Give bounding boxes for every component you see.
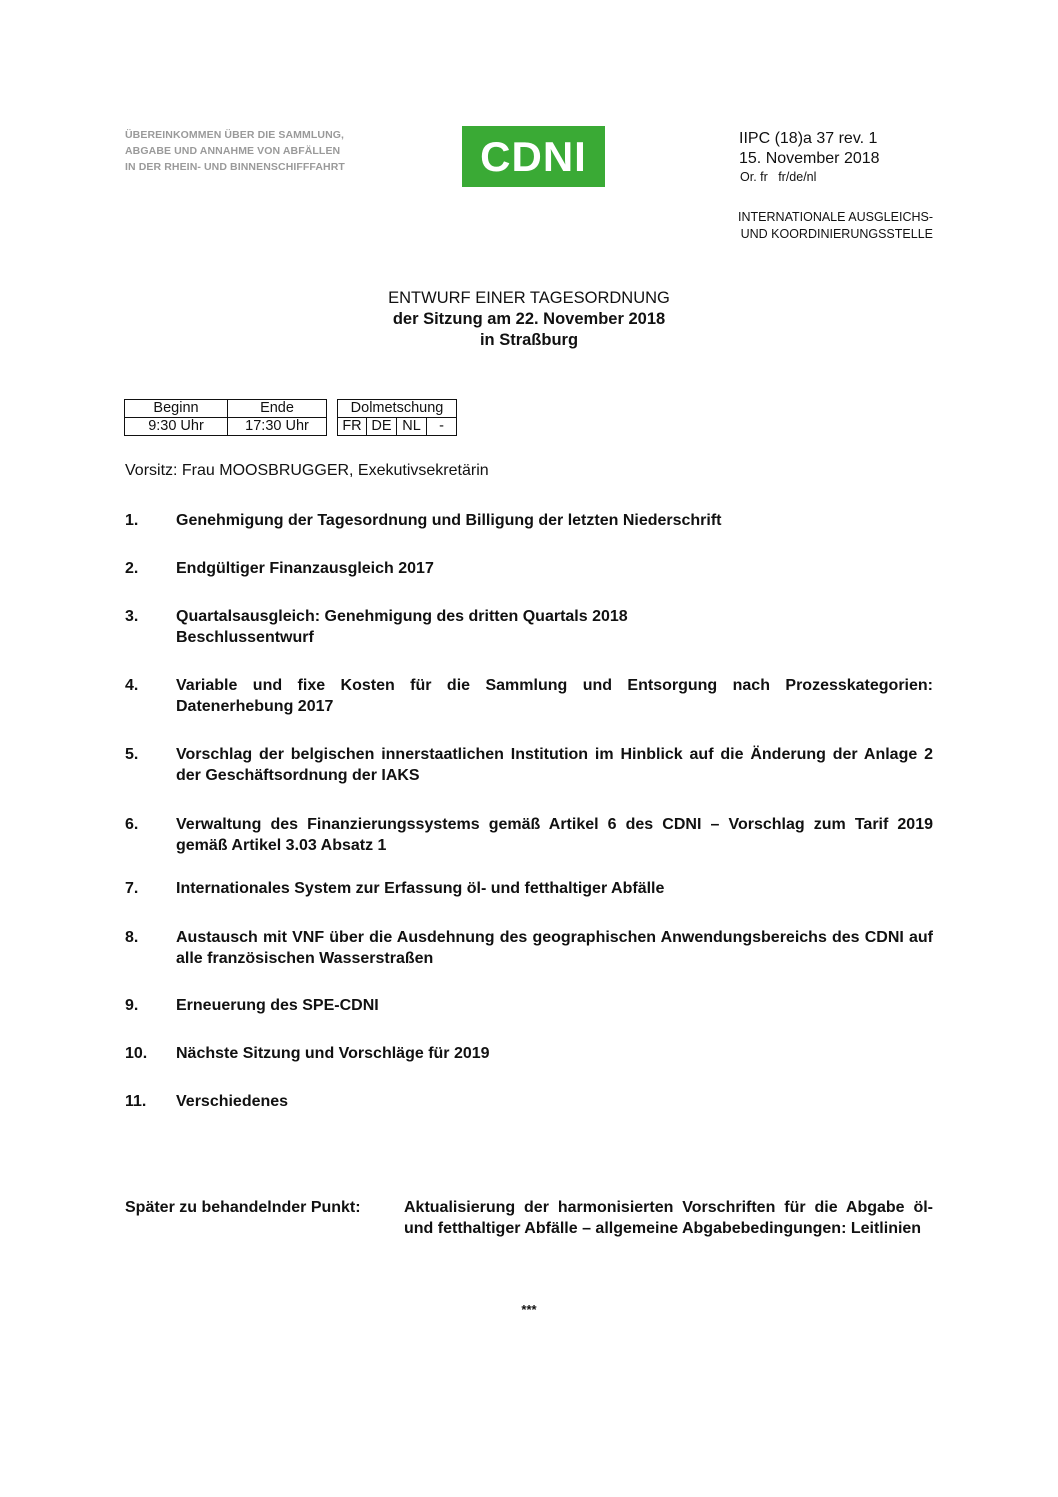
later-item <box>125 1197 933 1239</box>
agenda-number: 1. <box>125 512 139 529</box>
meeting-times-table <box>124 399 457 436</box>
lang-cell: - <box>427 418 457 436</box>
interpretation-header: Dolmetschung <box>338 400 457 418</box>
agenda-number: 5. <box>125 746 139 763</box>
begin-time: 9:30 Uhr <box>125 418 228 436</box>
org-line: UND KOORDINIERUNGSSTELLE <box>740 227 933 241</box>
agenda-item <box>125 927 933 969</box>
org-line: INTERNATIONALE AUSGLEICHS- <box>738 210 933 224</box>
document-reference-block <box>739 129 880 185</box>
agenda-item <box>125 995 933 1016</box>
chair-line: Vorsitz: Frau MOOSBRUGGER, Exekutivsekretärin <box>125 462 489 479</box>
agenda-item <box>125 558 933 579</box>
later-text: Aktualisierung der harmonisierten Vorschriften für die Abgabe öl- und fetthaltiger Abfälle – allgemeine Abgabebedingungen: Leitlinien <box>404 1199 933 1237</box>
agenda-text: Austausch mit VNF über die Ausdehnung des geographischen Anwendungsbereichs des CDNI auf alle französischen Wasserstraßen <box>176 929 933 967</box>
document-languages: Or. fr fr/de/nl <box>740 170 817 184</box>
agenda-text: Variable und fixe Kosten für die Sammlung und Entsorgung nach Prozesskategorien: Datenerhebung 2017 <box>176 677 933 715</box>
agenda-text: Endgültiger Finanzausgleich 2017 <box>176 560 434 577</box>
agenda-text: Vorschlag der belgischen innerstaatlichen Institution im Hinblick auf die Änderung der Anlage 2 der Geschäftsordnung der IAKS <box>176 746 933 784</box>
lang-cell: DE <box>367 418 397 436</box>
agenda-item <box>125 1043 933 1064</box>
document-title <box>0 288 1058 351</box>
agenda-text: Internationales System zur Erfassung öl- und fetthaltiger Abfälle <box>176 880 665 897</box>
end-time: 17:30 Uhr <box>228 418 327 436</box>
convention-name <box>125 127 395 175</box>
closing-marker: *** <box>521 1302 537 1317</box>
agenda-item <box>125 744 933 786</box>
later-label: Später zu behandelnder Punkt: <box>125 1199 361 1216</box>
agenda-item <box>125 675 933 717</box>
agenda-text: Erneuerung des SPE-CDNI <box>176 997 379 1014</box>
agenda-text: Quartalsausgleich: Genehmigung des dritten Quartals 2018 <box>176 608 628 625</box>
document-date: 15. November 2018 <box>739 150 880 167</box>
agenda-number: 3. <box>125 608 139 625</box>
lang-cell: NL <box>397 418 427 436</box>
agenda-item <box>125 814 933 856</box>
convention-line: ÜBEREINKOMMEN ÜBER DIE SAMMLUNG, <box>125 129 345 141</box>
agenda-number: 2. <box>125 560 139 577</box>
logo-text: CDNI <box>480 132 587 180</box>
agenda-number: 9. <box>125 997 139 1014</box>
agenda-text: Genehmigung der Tagesordnung und Billigung der letzten Niederschrift <box>176 512 722 529</box>
agenda-number: 11. <box>125 1093 147 1110</box>
agenda-text: Verwaltung des Finanzierungssystems gemäß Artikel 6 des CDNI – Vorschlag zum Tarif 2019 gemäß Artikel 3.03 Absatz 1 <box>176 816 933 854</box>
cdni-logo <box>462 126 605 187</box>
agenda-number: 8. <box>125 929 139 946</box>
agenda-number: 7. <box>125 880 139 897</box>
agenda-text: Verschiedenes <box>176 1093 289 1110</box>
end-header: Ende <box>228 400 327 418</box>
title-line: in Straßburg <box>479 331 579 349</box>
agenda-item <box>125 510 933 531</box>
title-line: der Sitzung am 22. November 2018 <box>392 310 666 328</box>
document-reference: IIPC (18)a 37 rev. 1 <box>739 130 878 147</box>
agenda-text: Nächste Sitzung und Vorschläge für 2019 <box>176 1045 490 1062</box>
organization-name <box>738 209 933 243</box>
title-line: ENTWURF EINER TAGESORDNUNG <box>388 289 670 307</box>
agenda-number: 6. <box>125 816 139 833</box>
agenda-number: 10. <box>125 1045 148 1062</box>
agenda-number: 4. <box>125 677 139 694</box>
agenda-item <box>125 878 933 899</box>
convention-line: ABGABE UND ANNAHME VON ABFÄLLEN <box>125 145 341 157</box>
agenda-subtext: Beschlussentwurf <box>176 629 314 646</box>
lang-cell: FR <box>338 418 367 436</box>
agenda-item <box>125 1091 933 1112</box>
begin-header: Beginn <box>125 400 228 418</box>
agenda-item <box>125 606 933 648</box>
convention-line: IN DER RHEIN- UND BINNENSCHIFFFAHRT <box>125 161 345 173</box>
